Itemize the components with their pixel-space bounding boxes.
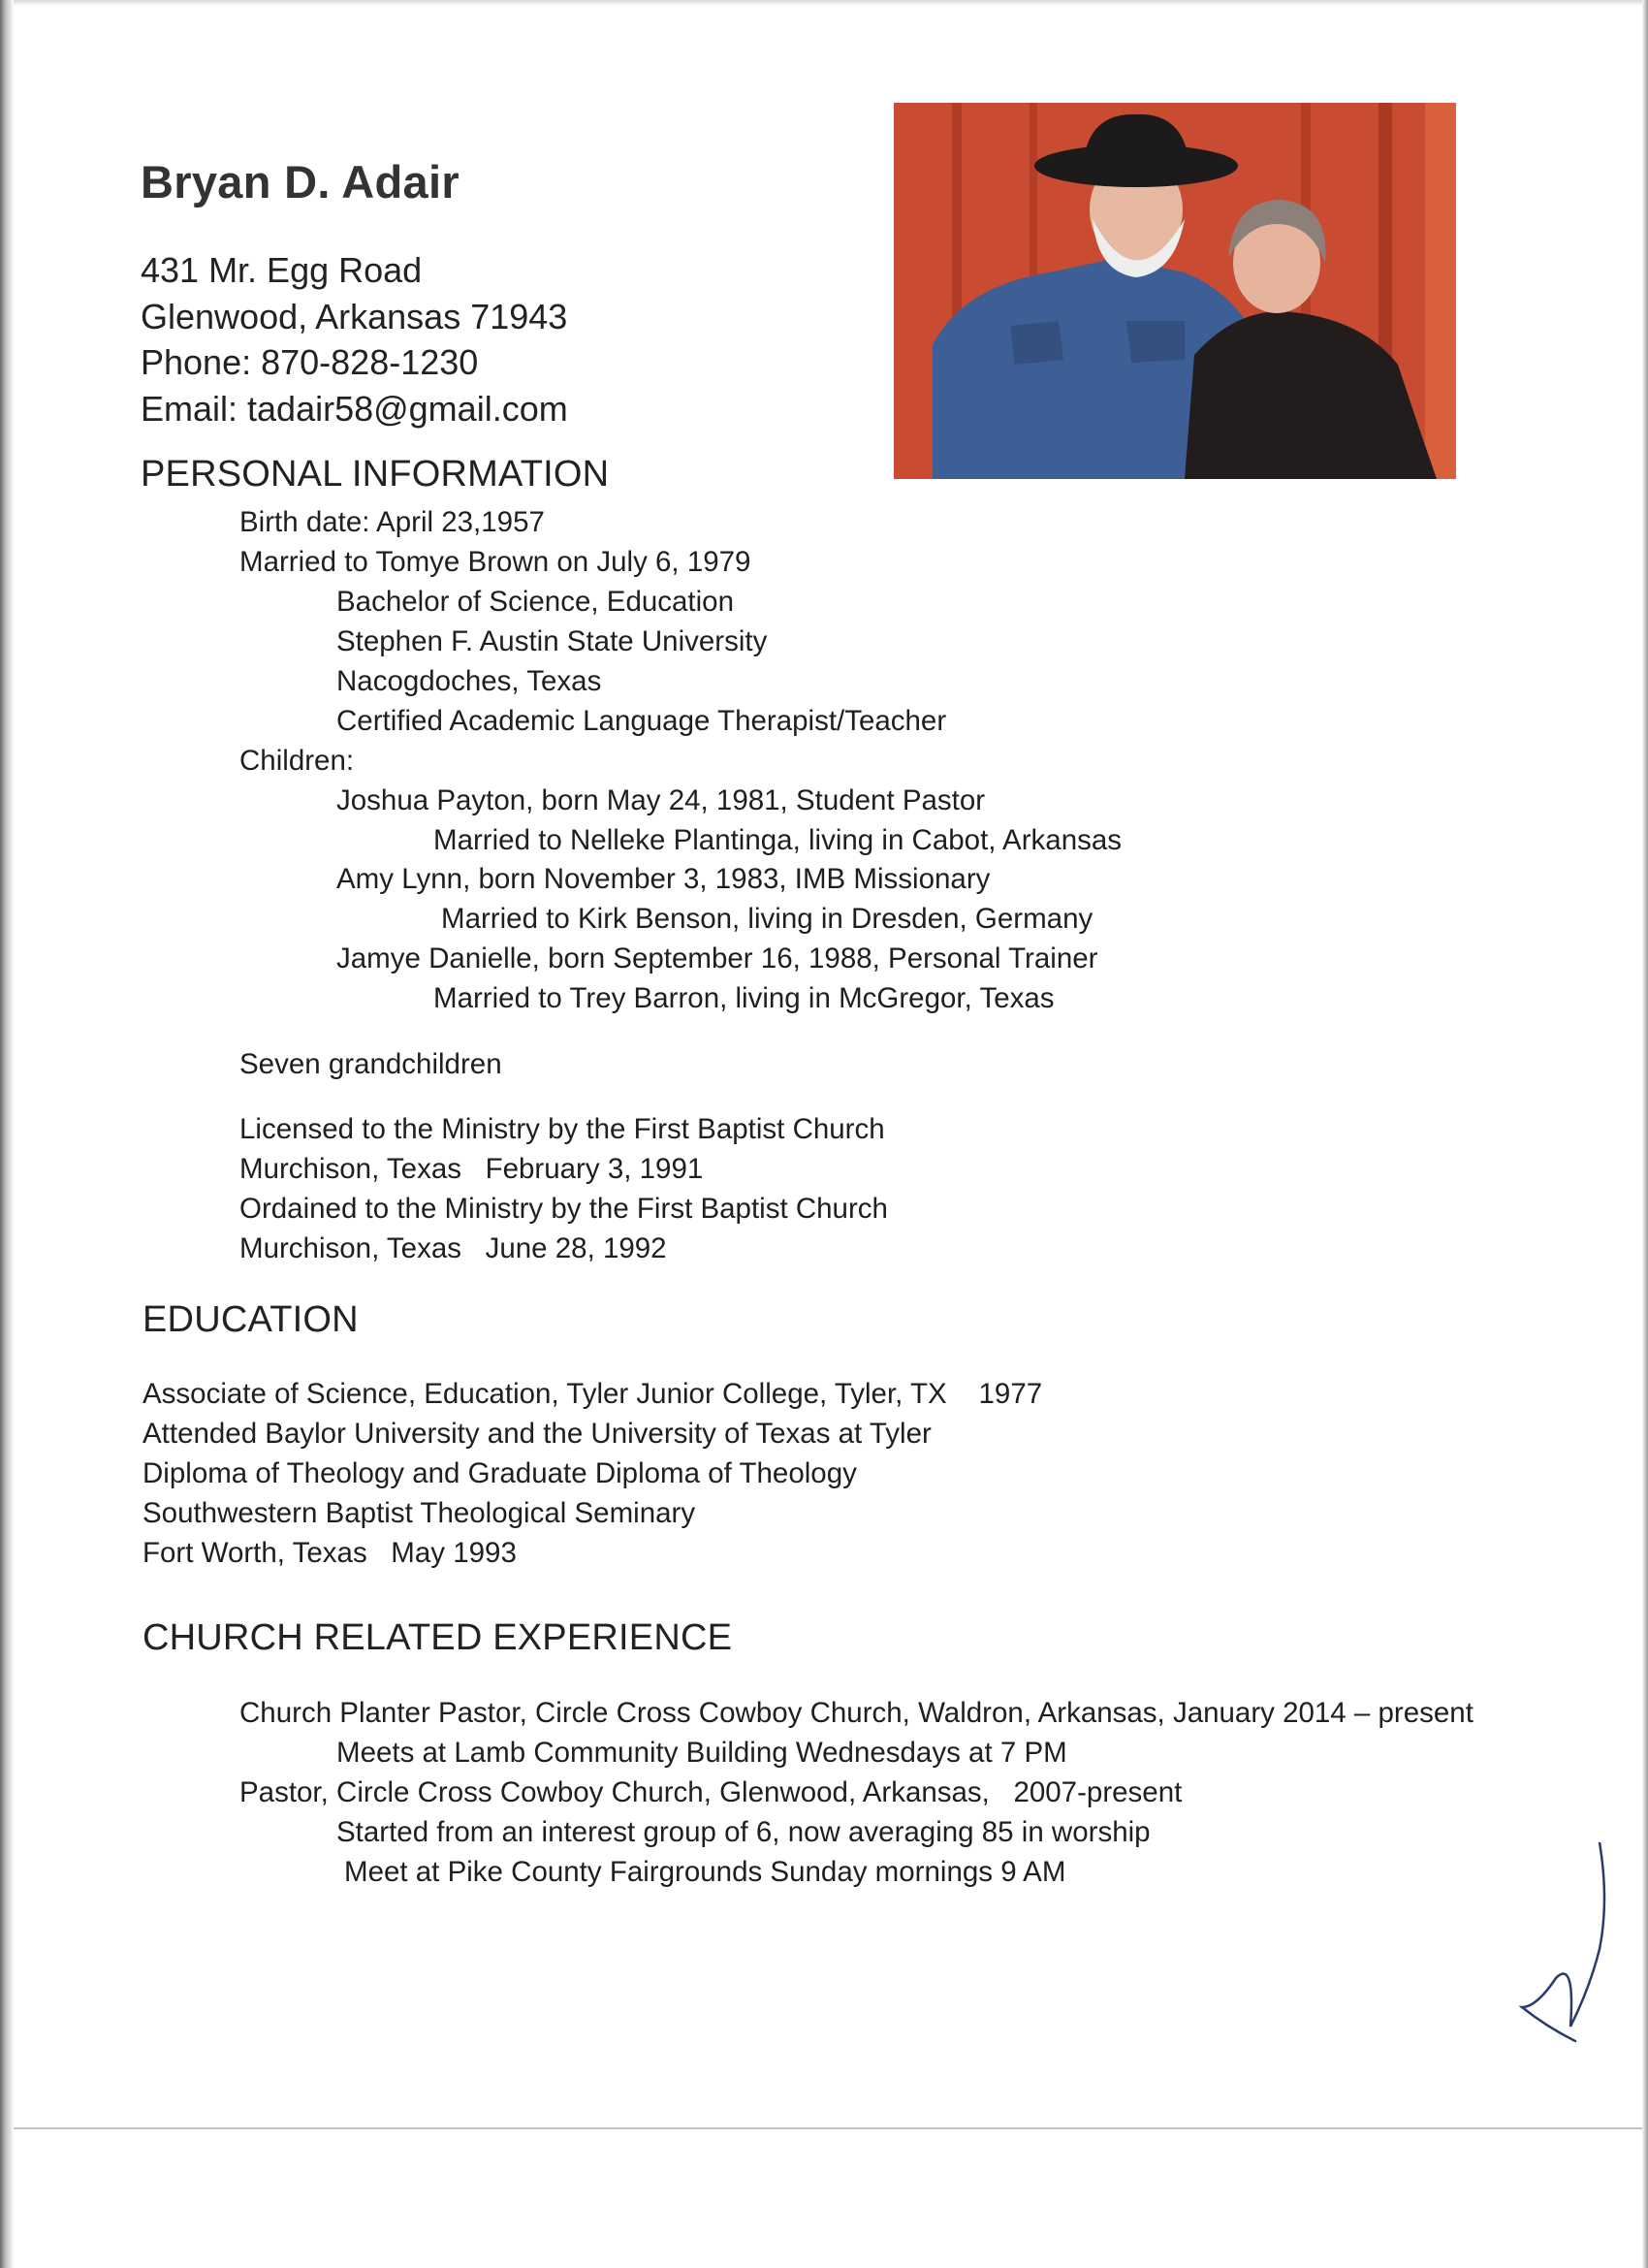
education-line-3: Diploma of Theology and Graduate Diploma of Theology	[143, 1457, 857, 1489]
ordained-date: Murchison, Texas June 28, 1992	[239, 1232, 667, 1264]
child-3: Jamye Danielle, born September 16, 1988, Personal Trainer	[336, 942, 1098, 974]
marriage: Married to Tomye Brown on July 6, 1979	[239, 546, 751, 578]
resume-name: Bryan D. Adair	[141, 156, 460, 208]
page-fold-line	[14, 2127, 1642, 2129]
birth-date: Birth date: April 23,1957	[239, 506, 545, 538]
spouse-certification: Certified Academic Language Therapist/Teacher	[336, 705, 947, 737]
email-line: Email: tadair58@gmail.com	[141, 389, 568, 429]
child-2-spouse: Married to Kirk Benson, living in Dresden, Germany	[441, 903, 1093, 935]
education-line-5: Fort Worth, Texas May 1993	[143, 1537, 517, 1569]
portrait-photo	[894, 103, 1456, 479]
grandchildren: Seven grandchildren	[239, 1048, 502, 1080]
section-heading-education: EDUCATION	[143, 1299, 359, 1340]
pen-scribble-mark	[1517, 1842, 1624, 2065]
scan-left-edge	[0, 0, 14, 2268]
church-pastor: Pastor, Circle Cross Cowboy Church, Glenwood, Arkansas, 2007-present	[239, 1776, 1183, 1808]
child-1: Joshua Payton, born May 24, 1981, Student Pastor	[336, 784, 986, 816]
education-line-1: Associate of Science, Education, Tyler Junior College, Tyler, TX 1977	[143, 1378, 1043, 1410]
church-planter-meets: Meets at Lamb Community Building Wednesdays at 7 PM	[336, 1737, 1067, 1769]
phone-line: Phone: 870-828-1230	[141, 342, 479, 382]
licensed: Licensed to the Ministry by the First Baptist Church	[239, 1113, 885, 1145]
education-line-4: Southwestern Baptist Theological Seminary	[143, 1497, 696, 1529]
address-line-1: 431 Mr. Egg Road	[141, 250, 423, 290]
education-line-2: Attended Baylor University and the University of Texas at Tyler	[143, 1418, 932, 1450]
child-1-spouse: Married to Nelleke Plantinga, living in Cabot, Arkansas	[433, 824, 1123, 856]
section-heading-personal: PERSONAL INFORMATION	[141, 454, 610, 495]
child-3-spouse: Married to Trey Barron, living in McGregor, Texas	[433, 982, 1055, 1014]
church-pastor-meets: Meet at Pike County Fairgrounds Sunday mornings 9 AM	[344, 1856, 1066, 1888]
child-2: Amy Lynn, born November 3, 1983, IMB Missionary	[336, 863, 991, 895]
church-pastor-started: Started from an interest group of 6, now averaging 85 in worship	[336, 1816, 1151, 1848]
licensed-date: Murchison, Texas February 3, 1991	[239, 1153, 704, 1185]
spouse-degree: Bachelor of Science, Education	[336, 586, 734, 618]
spouse-city: Nacogdoches, Texas	[336, 665, 602, 697]
spouse-school: Stephen F. Austin State University	[336, 625, 768, 657]
scan-top-edge	[0, 0, 1648, 6]
church-planter: Church Planter Pastor, Circle Cross Cowboy Church, Waldron, Arkansas, January 2014 – present	[239, 1697, 1474, 1729]
children-label: Children:	[239, 745, 355, 777]
address-line-2: Glenwood, Arkansas 71943	[141, 297, 568, 336]
section-heading-church: CHURCH RELATED EXPERIENCE	[143, 1617, 733, 1658]
scan-right-edge	[1642, 0, 1648, 2268]
ordained: Ordained to the Ministry by the First Baptist Church	[239, 1193, 888, 1225]
